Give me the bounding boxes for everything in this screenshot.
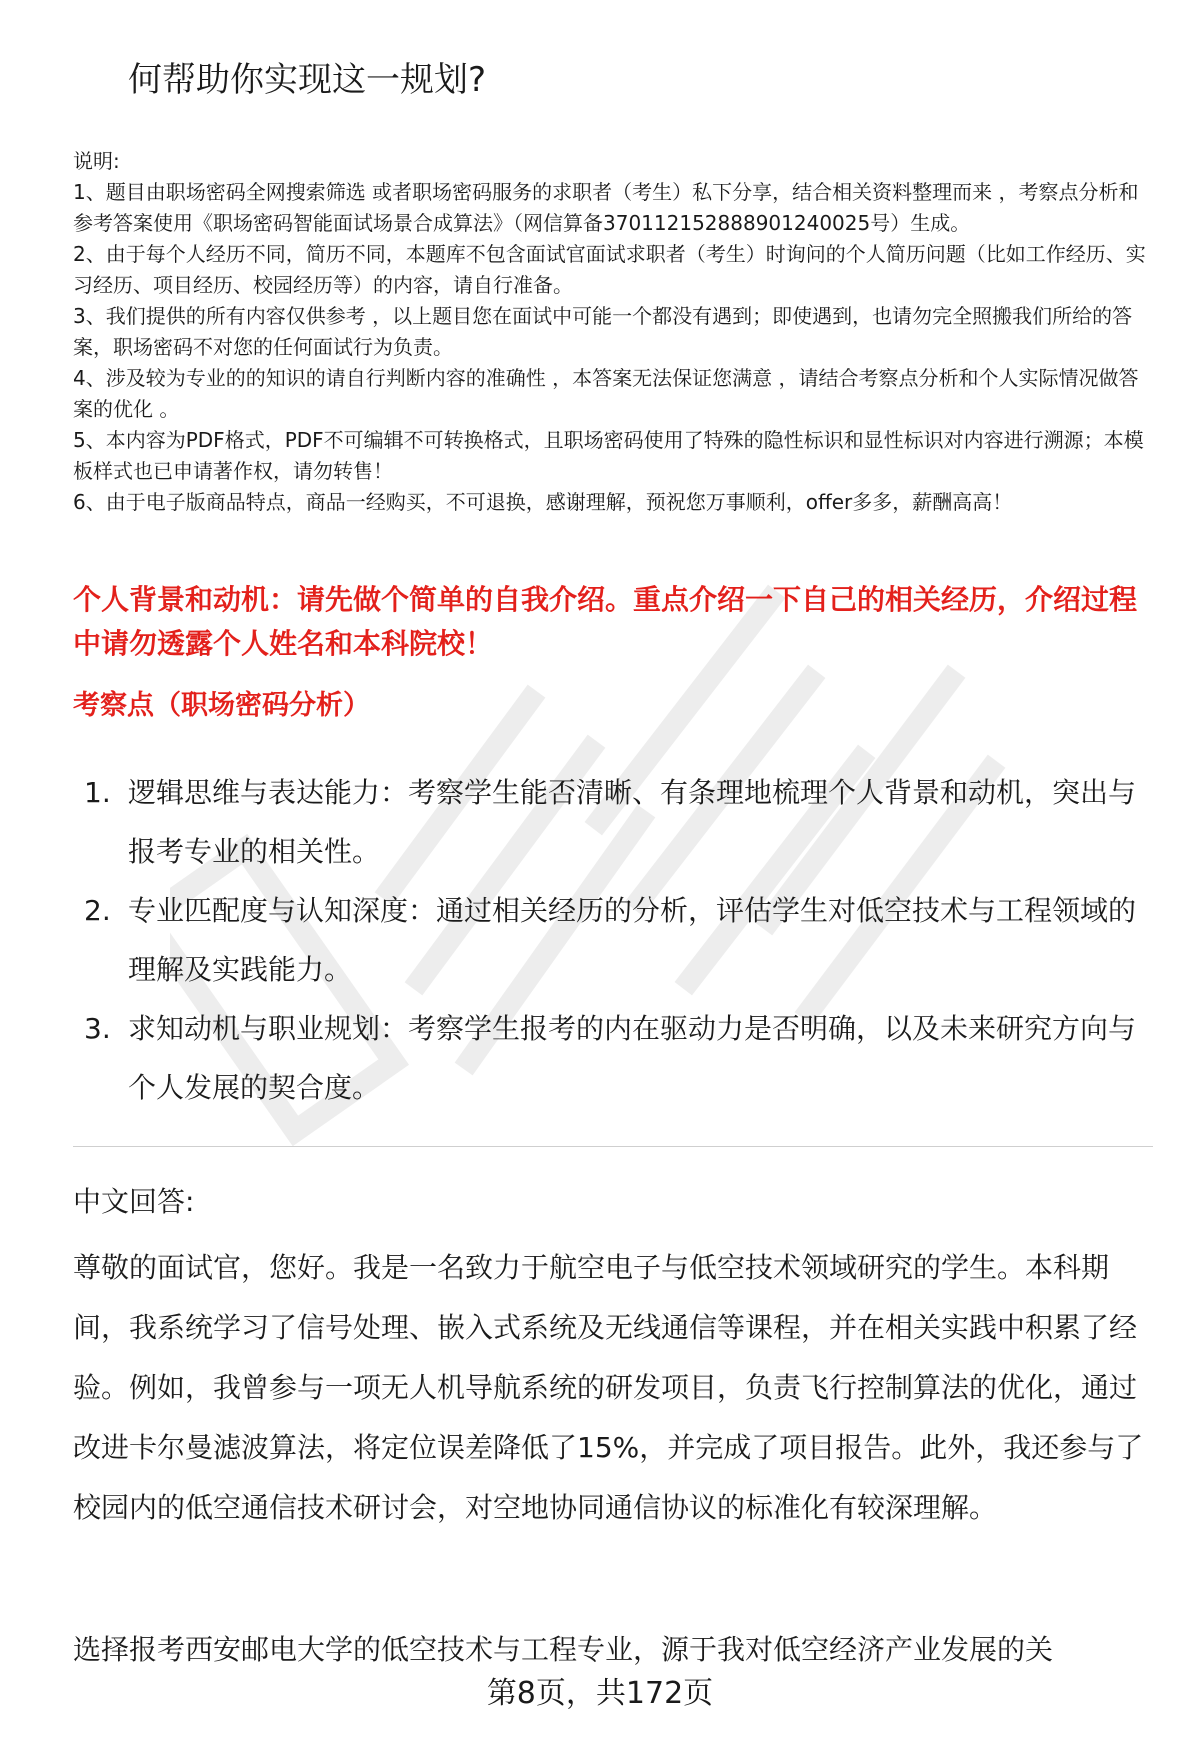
point-number: 1. bbox=[84, 776, 111, 809]
analysis-point bbox=[84, 881, 1150, 999]
previous-question-tail: 何帮助你实现这一规划? bbox=[128, 60, 487, 100]
note-item: 4、涉及较为专业的的知识的请自行判断内容的准确性 ，本答案无法保证您满意 ，请结合考察点分析和个人实际情况做答案的优化 。 bbox=[73, 366, 1139, 421]
note-item: 2、由于每个人经历不同，简历不同，本题库不包含面试官面试求职者（考生）时询问的个人简历问题（比如工作经历、实习经历、项目经历、校园经历等）的内容，请自行准备。 bbox=[73, 242, 1146, 297]
point-number: 3. bbox=[84, 1012, 111, 1045]
answer-paragraph: 尊敬的面试官，您好。我是一名致力于航空电子与低空技术领域研究的学生。本科期间，我系统学习了信号处理、嵌入式系统及无线通信等课程，并在相关实践中积累了经验。例如，我曾参与一项无人机导航系统的研发项目，负责飞行控制算法的优化，通过改进卡尔曼滤波算法，将定位误差降低了15%，并完成了项目报告。此外，我还参与了校园内的低空通信技术研讨会，对空地协同通信协议的标准化有较深理解。 bbox=[73, 1251, 1144, 1524]
answer-paragraph-continued: 选择报考西安邮电大学的低空技术与工程专业，源于我对低空经济产业发展的关 bbox=[73, 1633, 1054, 1666]
notes-title: 说明: bbox=[73, 149, 120, 173]
note-item: 1、题目由职场密码全网搜索筛选 或者职场密码服务的求职者（考生）私下分享，结合相关资料整理而来 ，考察点分析和参考答案使用《职场密码智能面试场景合成算法》（网信算备370112152888901240025号）生成。 bbox=[73, 180, 1139, 235]
answer-label: 中文回答: bbox=[73, 1185, 195, 1218]
analysis-heading: 考察点（职场密码分析） bbox=[73, 690, 370, 721]
analysis-points bbox=[84, 763, 1150, 1117]
section-divider bbox=[73, 1146, 1153, 1147]
question-heading: 个人背景和动机：请先做个简单的自我介绍。重点介绍一下自己的相关经历，介绍过程中请勿透露个人姓名和本科院校！ bbox=[73, 583, 1138, 660]
note-item: 5、本内容为PDF格式，PDF不可编辑不可转换格式，且职场密码使用了特殊的隐性标识和显性标识对内容进行溯源；本模板样式也已申请著作权，请勿转售！ bbox=[73, 428, 1144, 483]
point-text: 专业匹配度与认知深度：通过相关经历的分析，评估学生对低空技术与工程领域的理解及实践能力。 bbox=[128, 894, 1137, 986]
analysis-point bbox=[84, 763, 1150, 881]
analysis-point bbox=[84, 999, 1150, 1117]
point-text: 求知动机与职业规划：考察学生报考的内在驱动力是否明确，以及未来研究方向与个人发展的契合度。 bbox=[128, 1012, 1137, 1104]
page-number-footer: 第8页，共172页 bbox=[486, 1676, 714, 1711]
note-item: 6、由于电子版商品特点，商品一经购买，不可退换，感谢理解，预祝您万事顺利，offer多多，薪酬高高！ bbox=[73, 490, 1013, 514]
point-text: 逻辑思维与表达能力：考察学生能否清晰、有条理地梳理个人背景和动机，突出与报考专业的相关性。 bbox=[128, 776, 1137, 868]
notes-section bbox=[73, 146, 1153, 518]
point-number: 2. bbox=[84, 894, 111, 927]
note-item: 3、我们提供的所有内容仅供参考 ，以上题目您在面试中可能一个都没有遇到；即使遇到，也请勿完全照搬我们所给的答案，职场密码不对您的任何面试行为负责。 bbox=[73, 304, 1133, 359]
